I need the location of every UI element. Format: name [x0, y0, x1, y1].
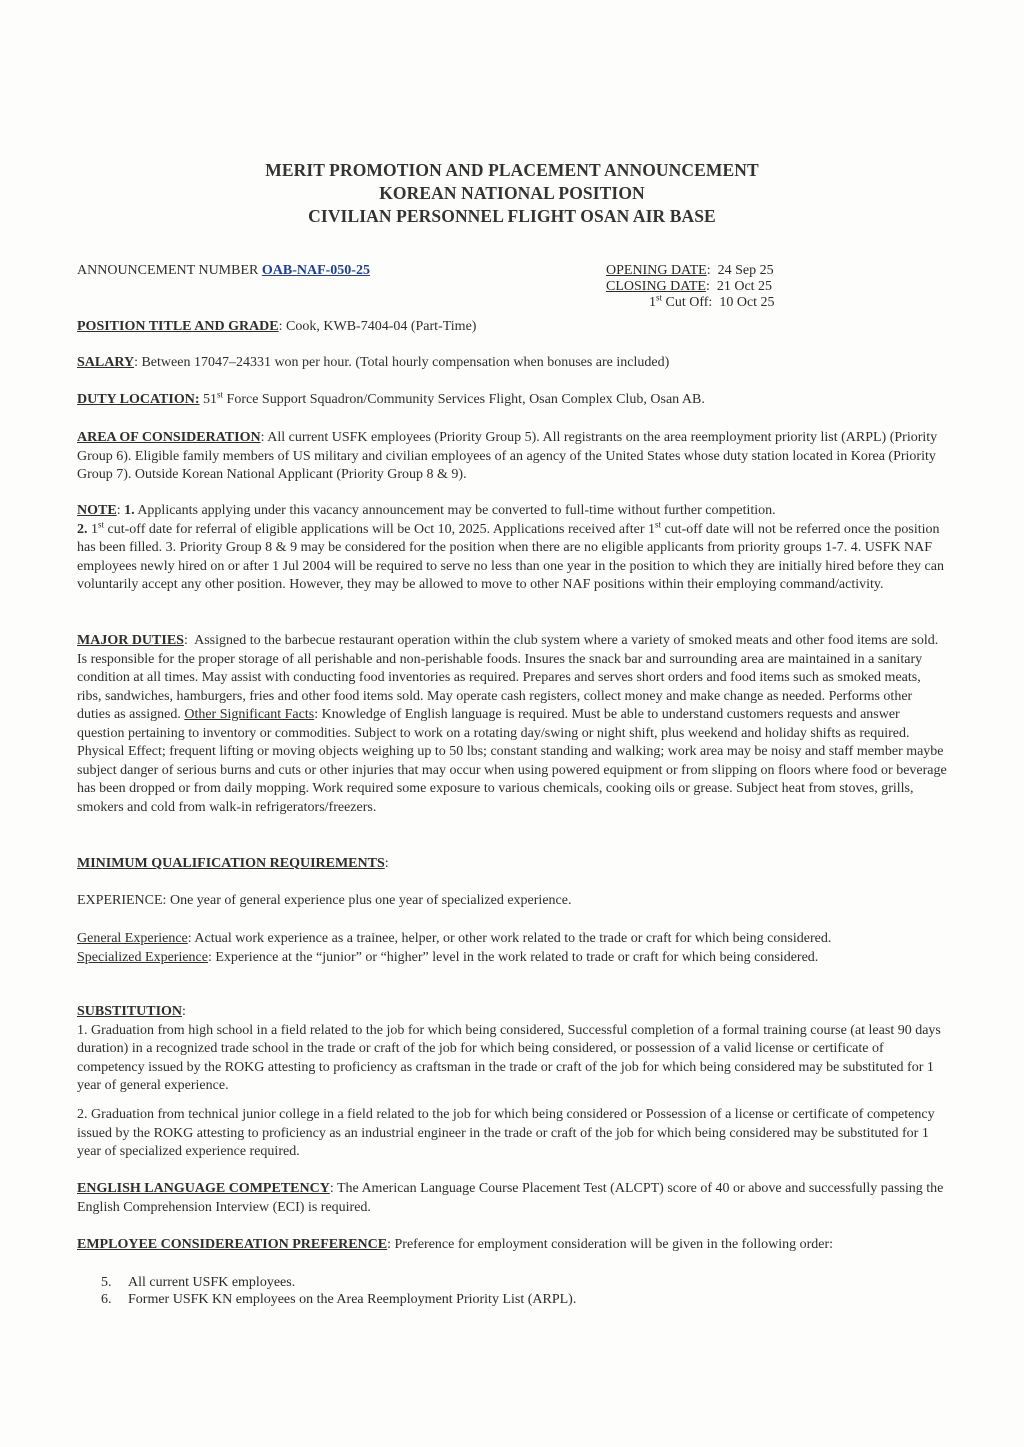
note-2-a: 1: [91, 521, 98, 537]
list-item: [101, 1291, 921, 1308]
header-line-2: KOREAN NATIONAL POSITION: [379, 183, 645, 203]
area-text: All current USFK employees (Priority Group 5). All registrants on the area reemployment priority list (ARPL) (Priority Group 6). Eligible family members of US military and civilian employees of an agency of the United States whose duty station located in Korea (Priority Group 7). Outside Korean National Applicant (Priority Group 8 & 9).: [77, 430, 938, 482]
general-experience-label: General Experience: [77, 931, 188, 946]
note-label: NOTE: [77, 503, 117, 518]
list-item-num: 6.: [101, 1292, 112, 1307]
note-2-c: cut-off date will not be referred once the position has been filled. 3. Priority Group 8 & 9 may be considered for the position when there are no eligible applicants from priority groups 1-7. 4. USFK NAF employees newly hired on or after 1 Jul 2004 will be required to serve no less than one year in the position to which they are initially hired before they can voluntarily accept any other position. However, they may be allowed to move to other NAF positions within their employing command/activity.: [77, 521, 944, 592]
area-label: AREA OF CONSIDERATION: [77, 430, 261, 445]
substitution-p2-block: [77, 1106, 947, 1162]
specialized-experience-label: Specialized Experience: [77, 949, 208, 965]
general-experience: General Experience: Actual work experience as a trainee, helper, or other work related to the trade or craft for which being considered. Specialized Experience: Experience at the “junior” or “higher” level in the work related to trade or craft for which being considered.: [77, 931, 832, 965]
substitution-section: SUBSTITUTION: 1. Graduation from high school in a field related to the job for which being considered, Successful completion of a formal training course (at least 90 days duration) in a recognized trade school in the trade or craft of the job for which being considered, or possession of a valid license or certificate of competency issued by the ROKG attesting to proficiency as craftsman in the trade or craft of the job for which being considered may be substituted for 1 year of general experience.: [77, 1004, 941, 1093]
header-line-1: MERIT PROMOTION AND PLACEMENT ANNOUNCEMENT: [265, 160, 759, 180]
duty-location-line: [77, 391, 947, 410]
note-2-sup2: st: [655, 518, 662, 529]
general-experience-text: Actual work experience as a trainee, helper, or other work related to the trade or craft for which being considered.: [194, 931, 832, 946]
announcement-number-label: ANNOUNCEMENT NUMBER: [77, 263, 259, 278]
english-label: ENGLISH LANGUAGE COMPETENCY: [77, 1181, 330, 1196]
experience-text: One year of general experience plus one year of specialized experience.: [169, 893, 572, 908]
mqr-heading: MINIMUM QUALIFICATION REQUIREMENTS:: [77, 856, 389, 871]
major-duties: MAJOR DUTIES: Assigned to the barbecue restaurant operation within the club system where a variety of smoked meats and other food items are sold. Is responsible for the proper storage of all perishable and non-perishable foods. Insures the snack bar and surrounding area are maintained in a sanitary condition at all times. May assist with conducting food inventories as required. Prepares and serves short orders and food items such as smoked meats, ribs, sandwiches, hamburgers, fries and other food items sold. May operate cash registers, collect money and make change as needed. Performs other duties as assigned. Other Significant Facts: Knowledge of English language is required. Must be able to understand customers requests and answer question pertaining to inventory or commodities. Subject to work on a rotating day/swing or night shift, plus weekend and holiday shifts as required. Physical Effect; frequent lifting or moving objects weighing up to 50 lbs; constant standing and walking; work area may be noisy and staff member maybe subject danger of serious burns and cuts or other injuries that may occur when using powered equipment or from slipping on floors where food or beverage has been dropped or from daily mopping. Work required some exposure to various chemicals, cooking oils or grease. Subject heat from stoves, grills, smokers and cold from walk-in refrigerators/freezers.: [77, 633, 947, 815]
note-1-num: 1.: [124, 503, 135, 518]
announcement-number-line: [77, 262, 577, 281]
list-item-text: All current USFK employees.: [128, 1275, 296, 1290]
cutoff-sup: st: [656, 292, 663, 303]
specialized-experience-text: Experience at the “junior” or “higher” level in the work related to trade or craft for which being considered.: [215, 949, 819, 965]
cutoff-date-value: 10 Oct 25: [719, 295, 775, 310]
duty-location-pre: 51: [203, 392, 218, 407]
opening-date-label: OPENING DATE: [606, 263, 707, 278]
closing-date-value: 21 Oct 25: [716, 279, 773, 294]
english-competency: ENGLISH LANGUAGE COMPETENCY: The American Language Course Placement Test (ALCPT) score of 40 or above and successfully passing the English Comprehension Interview (ECI) is required.: [77, 1181, 944, 1215]
cutoff-label: Cut Off:: [662, 295, 713, 310]
salary-value: Between 17047–24331 won per hour. (Total hourly compensation when bonuses are included): [141, 355, 670, 370]
note-2-b: cut-off date for referral of eligible applications will be Oct 10, 2025. Applications received after 1: [104, 521, 655, 537]
duty-location-label: DUTY LOCATION:: [77, 392, 200, 407]
closing-date-label: CLOSING DATE: [606, 279, 706, 294]
note-section: NOTE: 1. Applicants applying under this vacancy announcement may be converted to full-time without further competition. 2. 1st cut-off date for referral of eligible applications will be Oct 10, 2025. Applications received after 1st cut-off date will not be referred once the position has been filled. 3. Priority Group 8 & 9 may be considered for the position when there are no eligible applicants from priority groups 1-7. 4. USFK NAF employees newly hired on or after 1 Jul 2004 will be required to serve no less than one year in the position to which they are initially hired before they can voluntarily accept any other position. However, they may be allowed to move to other NAF positions within their employing command/activity.: [77, 503, 944, 592]
opening-date-row: OPENING DATE: 24 Sep 25: [606, 263, 774, 278]
english-text: The American Language Course Placement Test (ALCPT) score of 40 or above and successfully passing the English Comprehension Interview (ECI) is required.: [77, 1181, 944, 1215]
other-significant-facts-text: Knowledge of English language is required. Must be able to understand customers requests and answer question pertaining to inventory or commodities. Subject to work on a rotating day/swing or night shift, plus weekend and holiday shifts as required. Physical Effect; frequent lifting or moving objects weighing up to 50 lbs; constant standing and walking; work area may be noisy and staff member maybe subject danger of serious burns and cuts or other injuries that may occur when using powered equipment or from slipping on floors where food or beverage has been dropped or from daily mopping. Work required some exposure to various chemicals, cooking oils or grease. Subject heat from stoves, grills, smokers and cold from walk-in refrigerators/freezers.: [77, 707, 947, 815]
position-title-label: POSITION TITLE AND GRADE: [77, 319, 279, 334]
cutoff-num: 1: [649, 295, 656, 310]
position-title-line: POSITION TITLE AND GRADE: Cook, KWB-7404-04 (Part-Time): [77, 319, 477, 334]
major-duties-text: Assigned to the barbecue restaurant operation within the club system where a variety of smoked meats and other food items are sold. Is responsible for the proper storage of all perishable and non-perishable foods. Insures the snack bar and surrounding area are maintained in a sanitary condition at all times. May assist with conducting food inventories as required. Prepares and serves short orders and food items such as smoked meats, ribs, sandwiches, hamburgers, fries and other food items sold. May operate cash registers, collect money and make change as needed. Performs other duties as assigned.: [77, 633, 939, 722]
dates-block: [606, 263, 806, 311]
opening-date-value: 24 Sep 25: [717, 263, 774, 278]
note-2-sup: st: [98, 518, 105, 529]
mqr-label: MINIMUM QUALIFICATION REQUIREMENTS: [77, 856, 385, 871]
preference-text: Preference for employment consideration will be given in the following order:: [394, 1237, 834, 1252]
note-1-text: Applicants applying under this vacancy announcement may be converted to full-time without further competition.: [137, 503, 776, 518]
list-item-text: Former USFK KN employees on the Area Reemployment Priority List (ARPL).: [128, 1292, 577, 1307]
major-duties-label: MAJOR DUTIES: [77, 633, 184, 648]
substitution-label: SUBSTITUTION: [77, 1004, 183, 1019]
preference-list: [101, 1274, 921, 1308]
list-item: [101, 1274, 921, 1291]
cutoff-date-row: [606, 292, 806, 311]
experience-line: [77, 892, 947, 911]
substitution-p1: 1. Graduation from high school in a field related to the job for which being considered, Successful completion of a formal training course (at least 90 days duration) in a recognized trade school in the trade or craft of the job for which being considered, or possession of a valid license or certificate of competency issued by the ROKG attesting to proficiency as craftsman in the trade or craft of the job for which being considered may be substituted for 1 year of general experience.: [77, 1022, 941, 1093]
announcement-number-link[interactable]: OAB-NAF-050-25: [261, 263, 370, 278]
duty-location-sup: st: [217, 389, 224, 400]
duty-location-value: Force Support Squadron/Community Services Flight, Osan Complex Club, Osan AB.: [223, 392, 705, 407]
position-title-value: Cook, KWB-7404-04 (Part-Time): [286, 319, 477, 334]
note-2-num: 2.: [77, 521, 88, 537]
closing-date-row: CLOSING DATE: 21 Oct 25: [606, 279, 773, 294]
list-item-num: 5.: [101, 1275, 112, 1290]
preference-label: EMPLOYEE CONSIDEREATION PREFERENCE: [77, 1237, 388, 1252]
experience-label: EXPERIENCE:: [77, 893, 167, 908]
salary-label: SALARY: [77, 355, 135, 370]
employee-preference: EMPLOYEE CONSIDEREATION PREFERENCE: Preference for employment consideration will be given in the following order:: [77, 1237, 834, 1252]
other-significant-facts-label: Other Significant Facts: [184, 707, 315, 722]
substitution-p2: 2. Graduation from technical junior college in a field related to the job for which being considered or Possession of a license or certificate of competency issued by the ROKG attesting to proficiency as an industrial engineer in the trade or craft of the job for which being considered may be substituted for 1 year of specialized experience required.: [77, 1107, 935, 1159]
header-line-3: CIVILIAN PERSONNEL FLIGHT OSAN AIR BASE: [308, 206, 716, 226]
area-of-consideration: AREA OF CONSIDERATION: All current USFK employees (Priority Group 5). All registrants on the area reemployment priority list (ARPL) (Priority Group 6). Eligible family members of US military and civilian employees of an agency of the United States whose duty station located in Korea (Priority Group 7). Outside Korean National Applicant (Priority Group 8 & 9).: [77, 430, 938, 482]
salary-line: SALARY: Between 17047–24331 won per hour. (Total hourly compensation when bonuses are included): [77, 355, 670, 370]
